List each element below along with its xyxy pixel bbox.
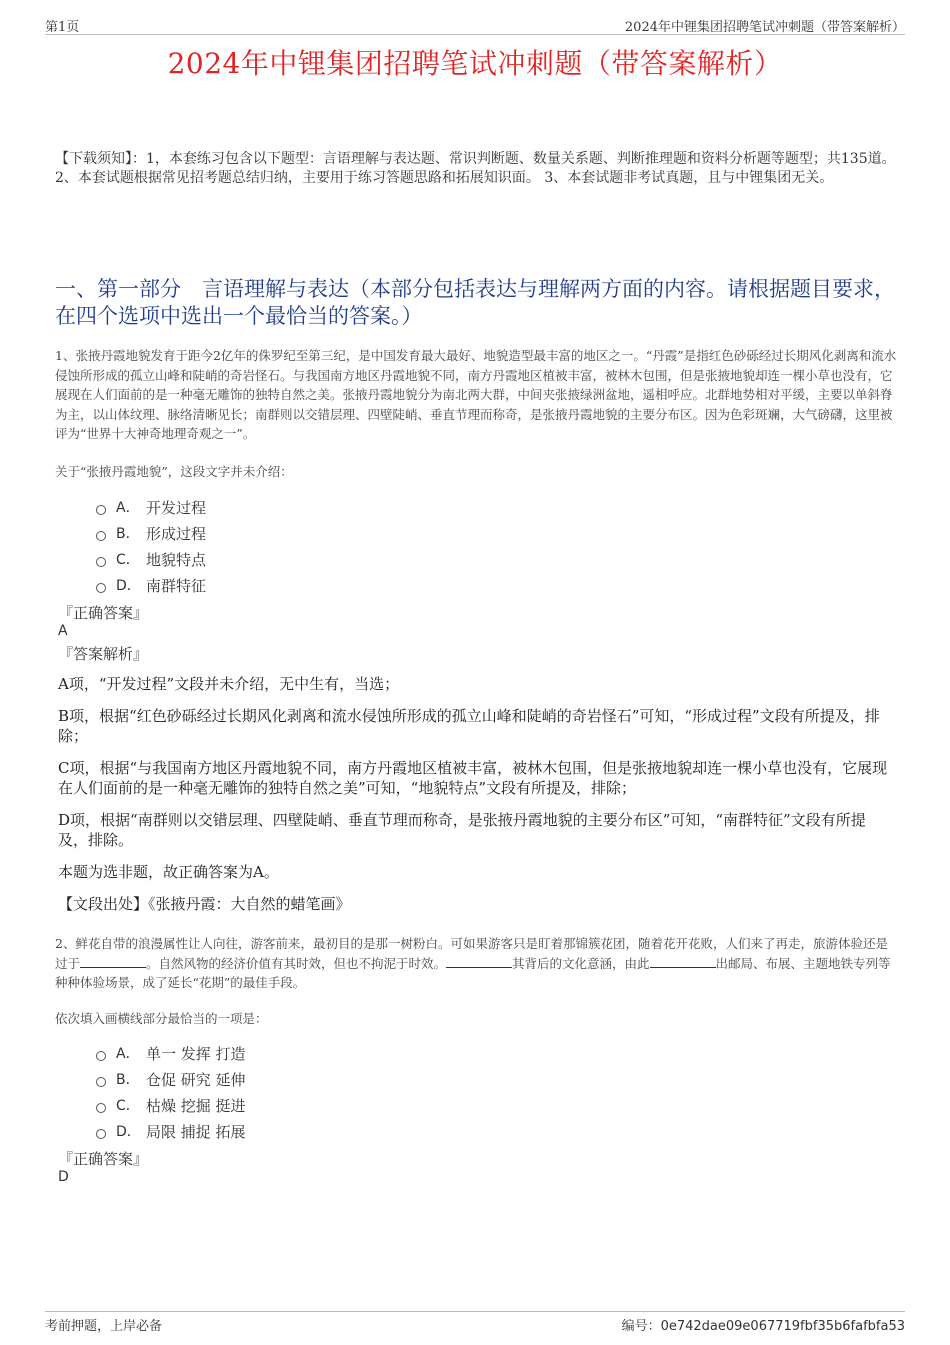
option-text: 仓促 研究 延伸 (146, 1070, 246, 1089)
radio-icon[interactable] (96, 1051, 106, 1061)
q1-option-a[interactable] (96, 494, 206, 520)
q2-option-b[interactable] (96, 1066, 246, 1092)
option-text: 南群特征 (146, 576, 207, 595)
q2-answer-label: 『正确答案』 (58, 1150, 149, 1168)
radio-icon[interactable] (96, 583, 106, 593)
option-letter: D． (116, 1124, 141, 1140)
page-footer (45, 1311, 905, 1334)
option-letter: B． (116, 526, 140, 542)
footer-code (622, 1315, 905, 1334)
stem-part-4: 出邮局、布展、主题地铁专列等种种体验场景，成了延长“花期”的最佳手段。 (55, 955, 891, 990)
option-letter: C． (116, 552, 140, 568)
question-1-prompt: 关于“张掖丹霞地貌”，这段文字并未介绍： (55, 464, 293, 479)
q1-analysis-label: 『答案解析』 (58, 645, 149, 663)
option-letter: B． (116, 1072, 140, 1088)
option-text: 形成过程 (146, 524, 207, 543)
download-notice: 【下载须知】：1，本套练习包含以下题型：言语理解与表达题、常识判断题、数量关系题、判断推理题和资料分析题等题型；共135道。 2、本套试题根据常见招考题总结归纳，主要用于练习答题思路和拓展知识面。 3、本套试题非考试真题，且与中锂集团无关。 (55, 151, 896, 186)
option-text: 单一 发挥 打造 (146, 1044, 246, 1063)
page-number: 第1页 (45, 20, 80, 35)
q1-answer: A (58, 623, 68, 639)
q1-answer-label: 『正确答案』 (58, 604, 149, 622)
option-text: 开发过程 (146, 498, 207, 517)
q2-option-a[interactable] (96, 1040, 246, 1066)
radio-icon[interactable] (96, 1129, 106, 1139)
fill-blank-1 (80, 955, 146, 968)
footer-slogan: 考前押题，上岸必备 (45, 1319, 163, 1334)
question-1-options (96, 494, 206, 598)
radio-icon[interactable] (96, 557, 106, 567)
section-title: 一、第一部分 言语理解与表达（本部分包括表达与理解两方面的内容。请根据题目要求，在四个选项中选出一个最恰当的答案。） (55, 277, 895, 328)
q1-option-d[interactable] (96, 572, 206, 598)
analysis-b: B项，根据“红色砂砾经过长期风化剥离和流水侵蚀所形成的孤立山峰和陡峭的奇岩怪石”可知，“形成过程”文段有所提及，排除； (58, 707, 880, 745)
q2-option-d[interactable] (96, 1118, 246, 1144)
question-2-prompt: 依次填入画横线部分最恰当的一项是： (55, 1011, 268, 1026)
analysis-conclusion: 本题为选非题，故正确答案为A。 (58, 863, 279, 881)
header-doc-name: 2024年中锂集团招聘笔试冲刺题（带答案解析） (624, 20, 905, 35)
option-text: 局限 捕捉 拓展 (146, 1122, 246, 1141)
code-label: 编号： (621, 1319, 661, 1334)
option-letter: C． (116, 1098, 140, 1114)
stem-part-2: 。自然风物的经济价值有其时效，但也不拘泥于时效。 (146, 955, 447, 971)
analysis-c: C项，根据“与我国南方地区丹霞地貌不同，南方丹霞地区植被丰富，被林木包围，但是张掖地貌却连一棵小草也没有，它展现在人们面前的是一种毫无雕饰的独特自然之美”可知，“地貌特点”文段有所提及，排除； (58, 759, 888, 797)
question-2-stem (55, 934, 900, 993)
stem-part-3: 其背后的文化意涵，由此 (512, 955, 650, 971)
analysis-a: A项，“开发过程”文段并未介绍，无中生有，当选； (58, 675, 400, 693)
analysis-source: 【文段出处】《张掖丹霞：大自然的蜡笔画》 (58, 895, 351, 913)
radio-icon[interactable] (96, 1077, 106, 1087)
code-value: 0e742dae09e067719fbf35b6fafbfa53 (660, 1319, 905, 1334)
option-text: 地貌特点 (146, 550, 207, 569)
option-letter: D． (116, 578, 141, 594)
option-letter: A． (116, 1046, 140, 1062)
radio-icon[interactable] (96, 505, 106, 515)
analysis-d: D项，根据“南群则以交错层理、四壁陡峭、垂直节理而称奇，是张掖丹霞地貌的主要分布区”可知，“南群特征”文段有所提及，排除。 (58, 811, 866, 849)
option-text: 枯燥 挖掘 挺进 (146, 1096, 246, 1115)
option-letter: A． (116, 500, 140, 516)
stem-part-1: 2、鲜花自带的浪漫属性让人向往，游客前来，最初目的是那一树粉白。可如果游客只是盯着那锦簇花团，随着花开花败，人们来了再走，旅游体验还是过于 (55, 936, 888, 971)
fill-blank-3 (650, 955, 716, 968)
q2-option-c[interactable] (96, 1092, 246, 1118)
q1-option-b[interactable] (96, 520, 206, 546)
q1-analysis (58, 674, 893, 926)
radio-icon[interactable] (96, 531, 106, 541)
question-1-stem: 1、张掖丹霞地貌发育于距今2亿年的侏罗纪至第三纪，是中国发育最大最好、地貌造型最丰富的地区之一。“丹霞”是指红色砂砾经过长期风化剥离和流水侵蚀所形成的孤立山峰和陡峭的奇岩怪石。与我国南方地区丹霞地貌不同，南方丹霞地区植被丰富，被林木包围，但是张掖地貌却连一棵小草也没有，它展现在人们面前的是一种毫无雕饰的独特自然之美。张掖丹霞地貌分为南北两大群，中间夹张掖绿洲盆地，遥相呼应。北群地势相对平缓，主要以单斜脊为主，以山体纹理、脉络清晰见长；南群则以交错层理、四壁陡峭、垂直节理而称奇，是张掖丹霞地貌的主要分布区。因为色彩斑斓，大气磅礴，这里被评为“世界十大神奇地理奇观之一”。 (55, 348, 897, 441)
fill-blank-2 (446, 955, 512, 968)
document-title: 2024年中锂集团招聘笔试冲刺题（带答案解析） (167, 47, 783, 80)
page-header (45, 14, 905, 35)
radio-icon[interactable] (96, 1103, 106, 1113)
question-2-options (96, 1040, 246, 1144)
q1-option-c[interactable] (96, 546, 206, 572)
q2-answer: D (58, 1169, 69, 1185)
